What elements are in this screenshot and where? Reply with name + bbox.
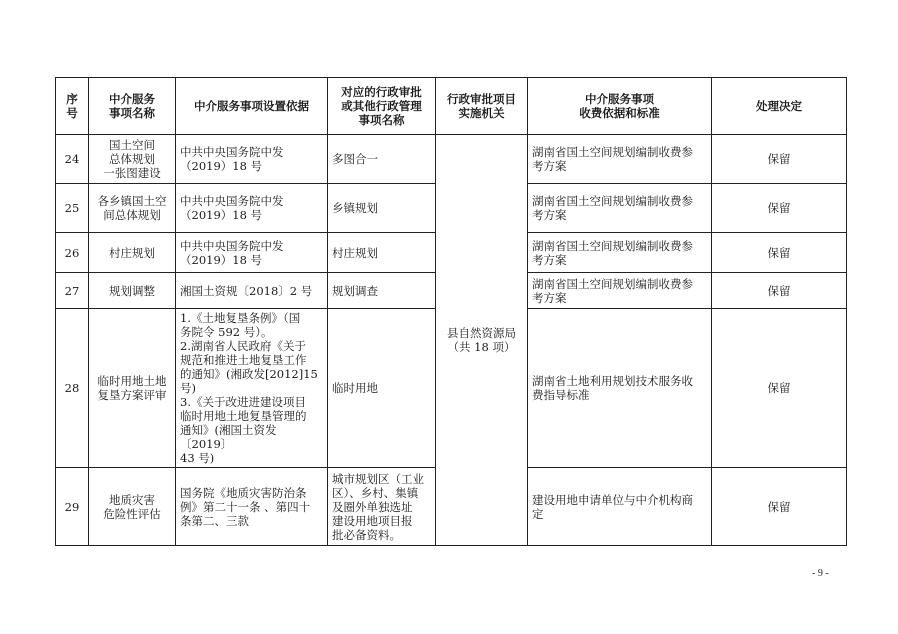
fee-basis: 湖南省土地利用规划技术服务收 费指导标准 [528, 309, 712, 468]
service-basis: 中共中央国务院中发 （2019）18 号 [176, 135, 328, 184]
decision: 保留 [712, 233, 847, 273]
fee-basis: 湖南省国土空间规划编制收费参 考方案 [528, 233, 712, 273]
fee-basis: 建设用地申请单位与中介机构商 定 [528, 468, 712, 546]
header-approval: 对应的行政审批 或其他行政管理 事项名称 [328, 78, 436, 135]
row-number: 25 [56, 184, 89, 233]
service-basis: 中共中央国务院中发 （2019）18 号 [176, 233, 328, 273]
approval-item: 规划调查 [328, 273, 436, 309]
decision: 保留 [712, 135, 847, 184]
row-number: 29 [56, 468, 89, 546]
service-basis: 1.《土地复垦条例》（国 务院令 592 号）。 2.湖南省人民政府《关于 规范和推进土地复垦工作 的通知》(湘政发[2012]15 号) 3.《关于改进进建设项目 临时用地土地复垦管理的 通知》(湘国土资发〔2019〕 43 号) [176, 309, 328, 468]
service-basis: 国务院《地质灾害防治条 例》第二十一条 、第四十 条第二、三款 [176, 468, 328, 546]
fee-basis: 湖南省国土空间规划编制收费参 考方案 [528, 135, 712, 184]
row-number: 28 [56, 309, 89, 468]
approval-item: 临时用地 [328, 309, 436, 468]
service-name: 临时用地土地 复垦方案评审 [89, 309, 176, 468]
decision: 保留 [712, 468, 847, 546]
service-basis: 中共中央国务院中发 （2019）18 号 [176, 184, 328, 233]
header-agency: 行政审批项目 实施机关 [436, 78, 528, 135]
table-header-row [56, 78, 847, 135]
approval-agency: 县自然资源局 （共 18 项） [436, 135, 528, 546]
service-name: 国土空间 总体规划 一张图建设 [89, 135, 176, 184]
service-name: 规划调整 [89, 273, 176, 309]
approval-item: 城市规划区（工业 区）、乡村、集镇 及圈外单独选址 建设用地项目报 批必备资料。 [328, 468, 436, 546]
table-row [56, 135, 847, 184]
header-service-name: 中介服务 事项名称 [89, 78, 176, 135]
approval-item: 村庄规划 [328, 233, 436, 273]
header-fee-basis: 中介服务事项 收费依据和标准 [528, 78, 712, 135]
page-number: - 9 - [812, 568, 829, 579]
service-basis: 湘国土资规〔2018〕2 号 [176, 273, 328, 309]
header-basis: 中介服务事项设置依据 [176, 78, 328, 135]
service-name: 地质灾害 危险性评估 [89, 468, 176, 546]
approval-item: 多图合一 [328, 135, 436, 184]
decision: 保留 [712, 273, 847, 309]
row-number: 27 [56, 273, 89, 309]
intermediary-services-table [55, 77, 847, 546]
header-seq: 序 号 [56, 78, 89, 135]
decision: 保留 [712, 184, 847, 233]
approval-item: 乡镇规划 [328, 184, 436, 233]
service-name: 各乡镇国土空 间总体规划 [89, 184, 176, 233]
header-decision: 处理决定 [712, 78, 847, 135]
row-number: 24 [56, 135, 89, 184]
fee-basis: 湖南省国土空间规划编制收费参 考方案 [528, 184, 712, 233]
service-name: 村庄规划 [89, 233, 176, 273]
row-number: 26 [56, 233, 89, 273]
fee-basis: 湖南省国土空间规划编制收费参 考方案 [528, 273, 712, 309]
decision: 保留 [712, 309, 847, 468]
